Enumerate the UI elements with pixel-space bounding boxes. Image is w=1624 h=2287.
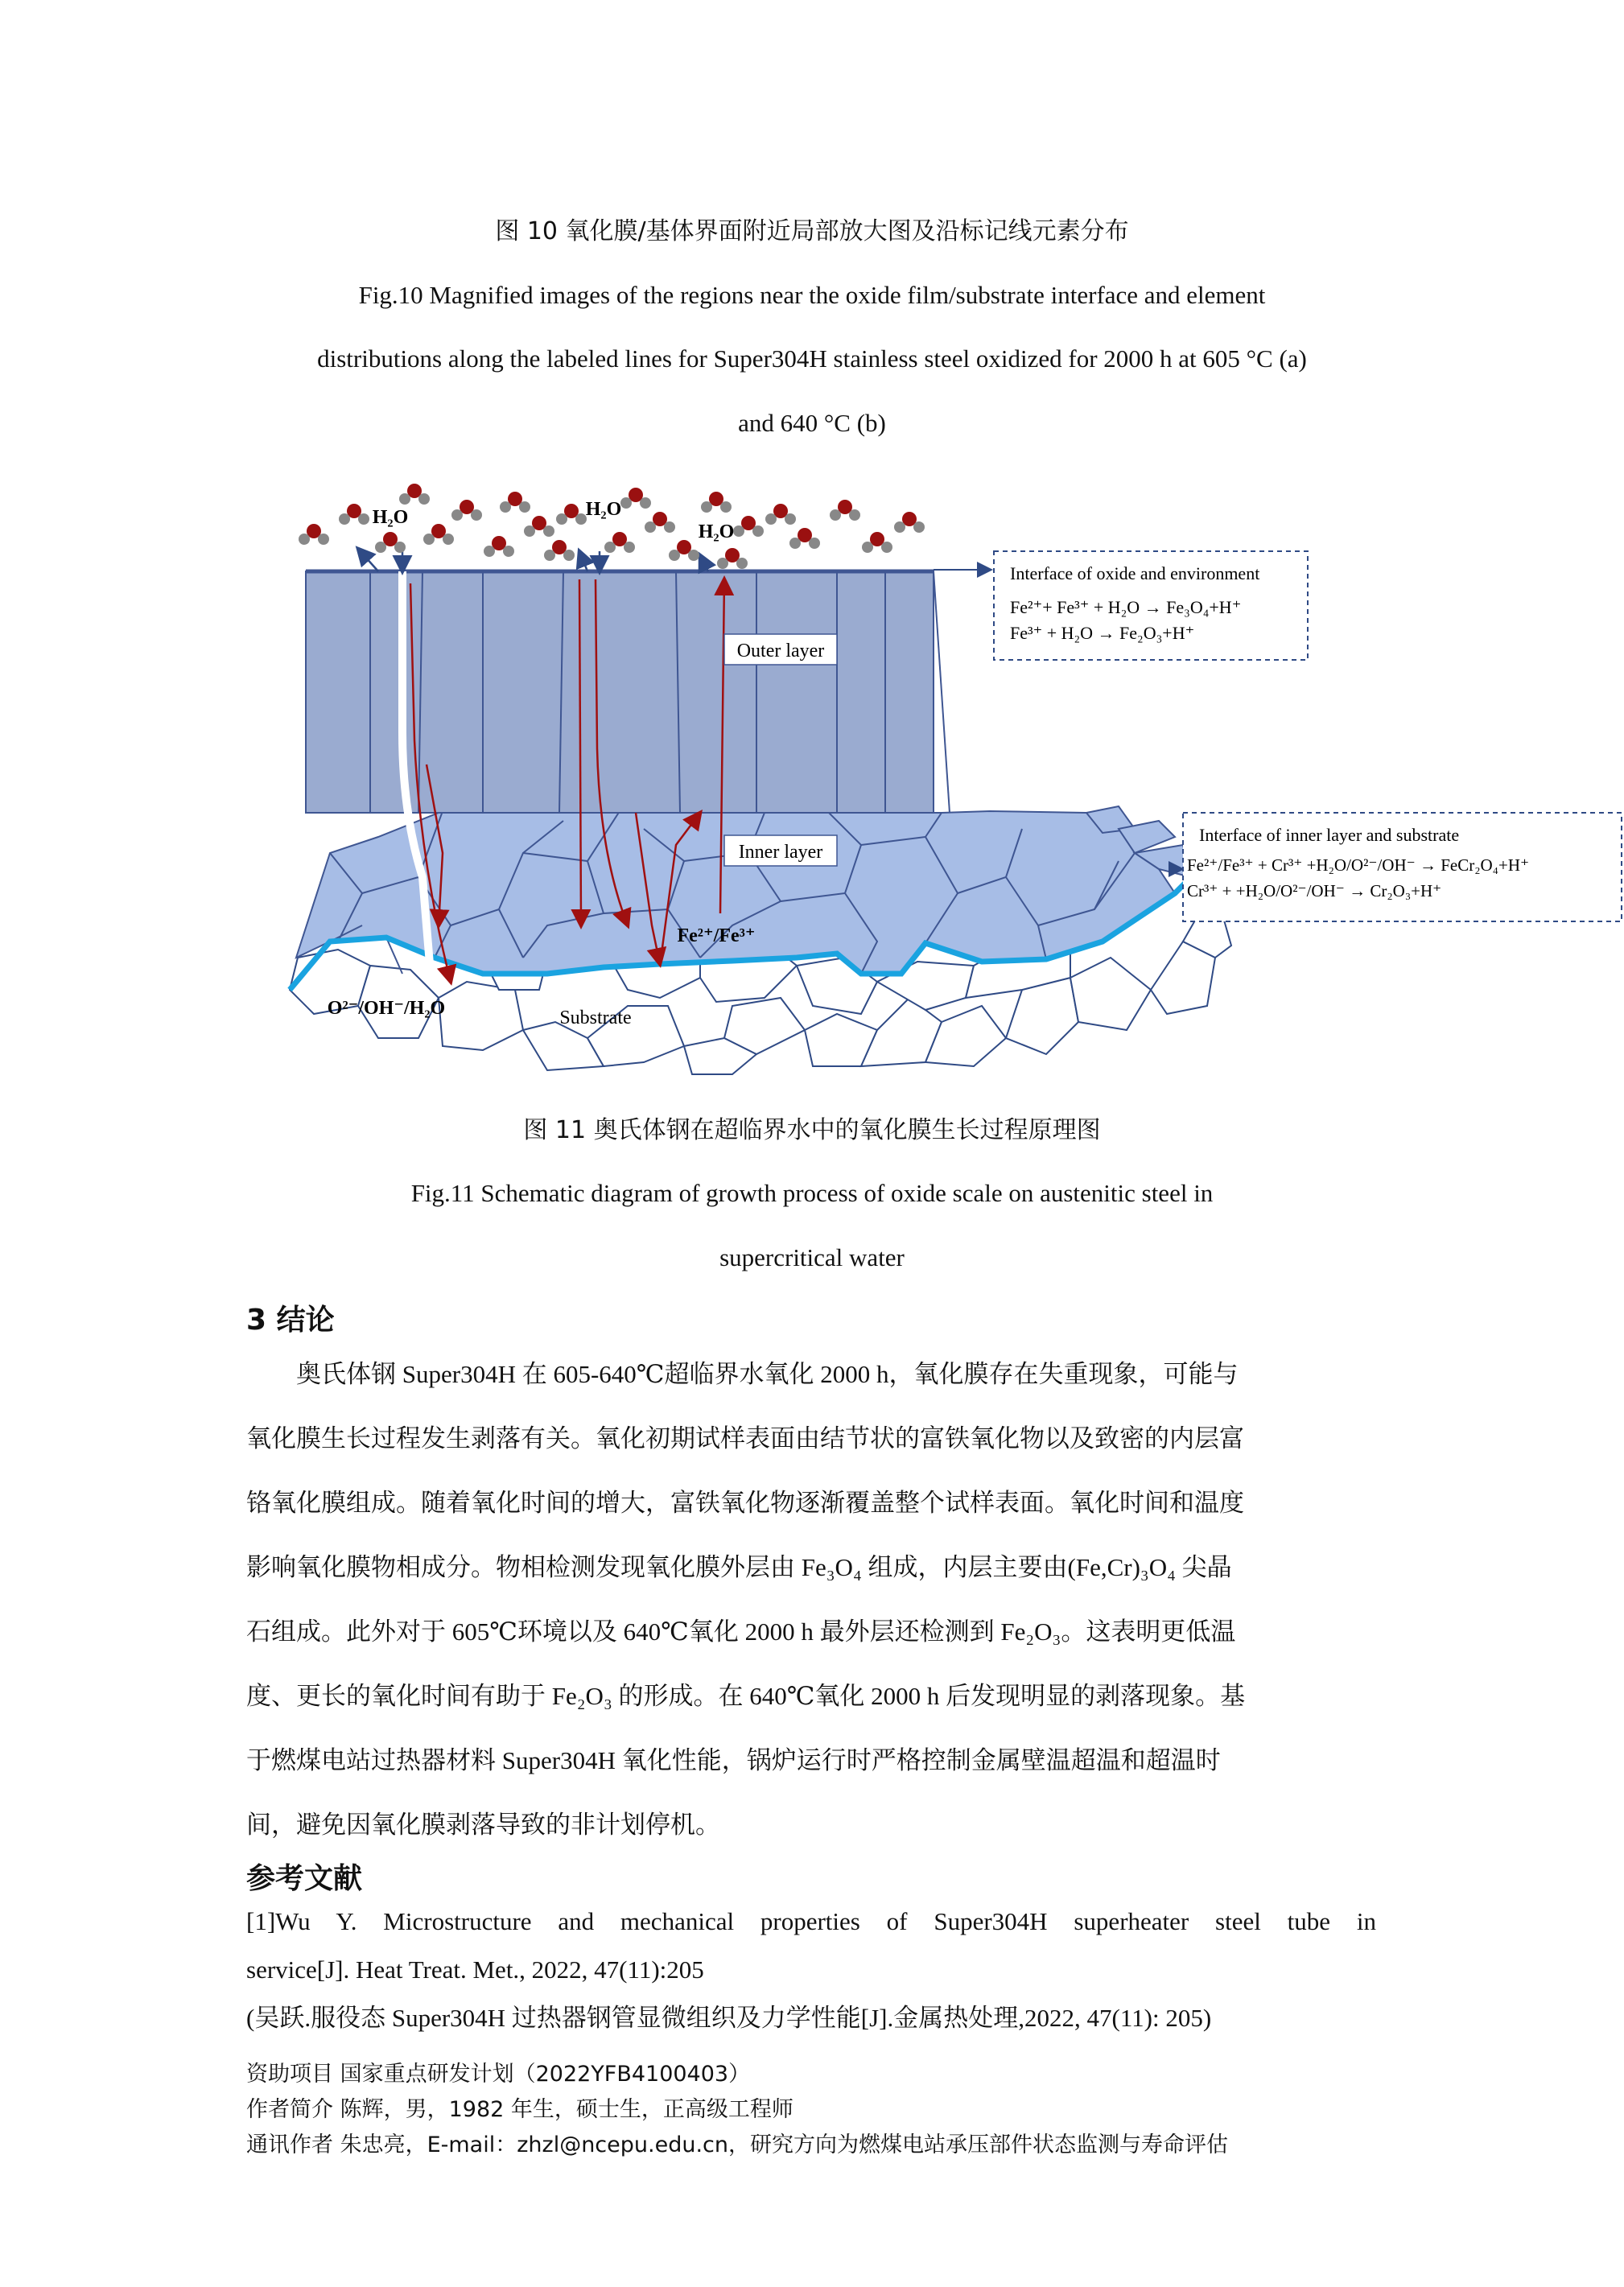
box1-eq1: Fe²⁺+ Fe³⁺ + H₂O → Fe₃O₄+H⁺ [1010, 597, 1242, 617]
fig11-schematic [282, 475, 1530, 1078]
footnote-author: 作者简介 陈辉，男，1982 年生，硕士生，正高级工程师 [246, 2097, 793, 2122]
conclusion-line: 影响氧化膜物相成分。物相检测发现氧化膜外层由 Fe₃O₄ 组成，内层主要由(Fe,Cr)₃O₄ 尖晶 [246, 1553, 1232, 1581]
inner-layer-label: Inner layer [738, 842, 823, 863]
fig11-caption-en-line1: Fig.11 Schematic diagram of growth process of oxide scale on austenitic steel in [410, 1179, 1214, 1207]
fig10-caption-zh: 图 10 氧化膜/基体界面附近局部放大图及沿标记线元素分布 [495, 217, 1129, 245]
conclusion-line: 于燃煤电站过热器材料 Super304H 氧化性能，锅炉运行时严格控制金属壁温超温和超温时 [246, 1746, 1221, 1774]
section-heading-conclusion: 3 结论 [246, 1304, 335, 1337]
conclusion-line: 氧化膜生长过程发生剥落有关。氧化初期试样表面由结节状的富铁氧化物以及致密的内层富 [246, 1424, 1244, 1453]
conclusion-line: 度、更长的氧化时间有助于 Fe₂O₃ 的形成。在 640℃氧化 2000 h 后发现明显的剥落现象。基 [246, 1682, 1246, 1710]
fig11-caption-zh: 图 11 奥氏体钢在超临界水中的氧化膜生长过程原理图 [523, 1116, 1101, 1144]
substrate-label: Substrate [559, 1008, 632, 1028]
box1-title: Interface of oxide and environment [1010, 563, 1260, 583]
footnote-corresponding-author: 通讯作者 朱忠亮，E-mail：zhzl@ncepu.edu.cn，研究方向为燃煤电站承压部件状态监测与寿命评估 [246, 2132, 1228, 2157]
fig11-caption-en-line2: supercritical water [719, 1243, 905, 1271]
reference-1-zh: (吴跃.服役态 Super304H 过热器钢管显微组织及力学性能[J].金属热处理,2022, 47(11): 205) [246, 2004, 1212, 2032]
footnote-funding: 资助项目 国家重点研发计划（2022YFB4100403） [246, 2062, 751, 2087]
fig10-caption-en-line2: distributions along the labeled lines for Super304H stainless steel oxidized for 2000 h at 605 °C (a) [317, 344, 1307, 373]
box2-title: Interface of inner layer and substrate [1199, 825, 1460, 845]
reference-1-line1: [1]Wu Y. Microstructure and mechanical properties of Super304H superheater steel tube in [246, 1907, 1376, 1935]
conclusion-line: 间，避免因氧化膜剥落导致的非计划停机。 [246, 1811, 720, 1839]
box2-eq2: Cr³⁺ + +H₂O/O²⁻/OH⁻ → Cr₂O₃+H⁺ [1187, 881, 1442, 900]
conclusion-paragraph [246, 1342, 1376, 1857]
reference-1-line2: service[J]. Heat Treat. Met., 2022, 47(11):205 [246, 1955, 704, 1984]
section-heading-references: 参考文献 [246, 1862, 363, 1895]
fig10-caption-en-line3: and 640 °C (b) [738, 409, 886, 437]
outer-layer-label: Outer layer [736, 641, 825, 661]
box1-eq2: Fe³⁺ + H₂O → Fe₂O₃+H⁺ [1010, 623, 1195, 643]
conclusion-line: 石组成。此外对于 605℃环境以及 640℃氧化 2000 h 最外层还检测到 Fe₂O₃。这表明更低温 [246, 1617, 1236, 1646]
h2o-label-3: H₂O [698, 521, 735, 542]
box2-eq1: Fe²⁺/Fe³⁺ + Cr³⁺ +H₂O/O²⁻/OH⁻ → FeCr₂O₄+H⁺ [1187, 855, 1530, 875]
conclusion-line: 奥氏体钢 Super304H 在 605-640℃超临界水氧化 2000 h，氧化膜存在失重现象，可能与 [246, 1360, 1239, 1388]
o-ions-label: O²⁻/OH⁻/H₂O [327, 998, 446, 1019]
h2o-label-2: H₂O [585, 499, 622, 520]
h2o-label-1: H₂O [372, 507, 409, 528]
fe-ions-label: Fe²⁺/Fe³⁺ [677, 925, 756, 946]
fig10-caption-en-line1: Fig.10 Magnified images of the regions near the oxide film/substrate interface and element [358, 281, 1266, 309]
conclusion-line: 铬氧化膜组成。随着氧化时间的增大，富铁氧化物逐渐覆盖整个试样表面。氧化时间和温度 [246, 1489, 1244, 1517]
